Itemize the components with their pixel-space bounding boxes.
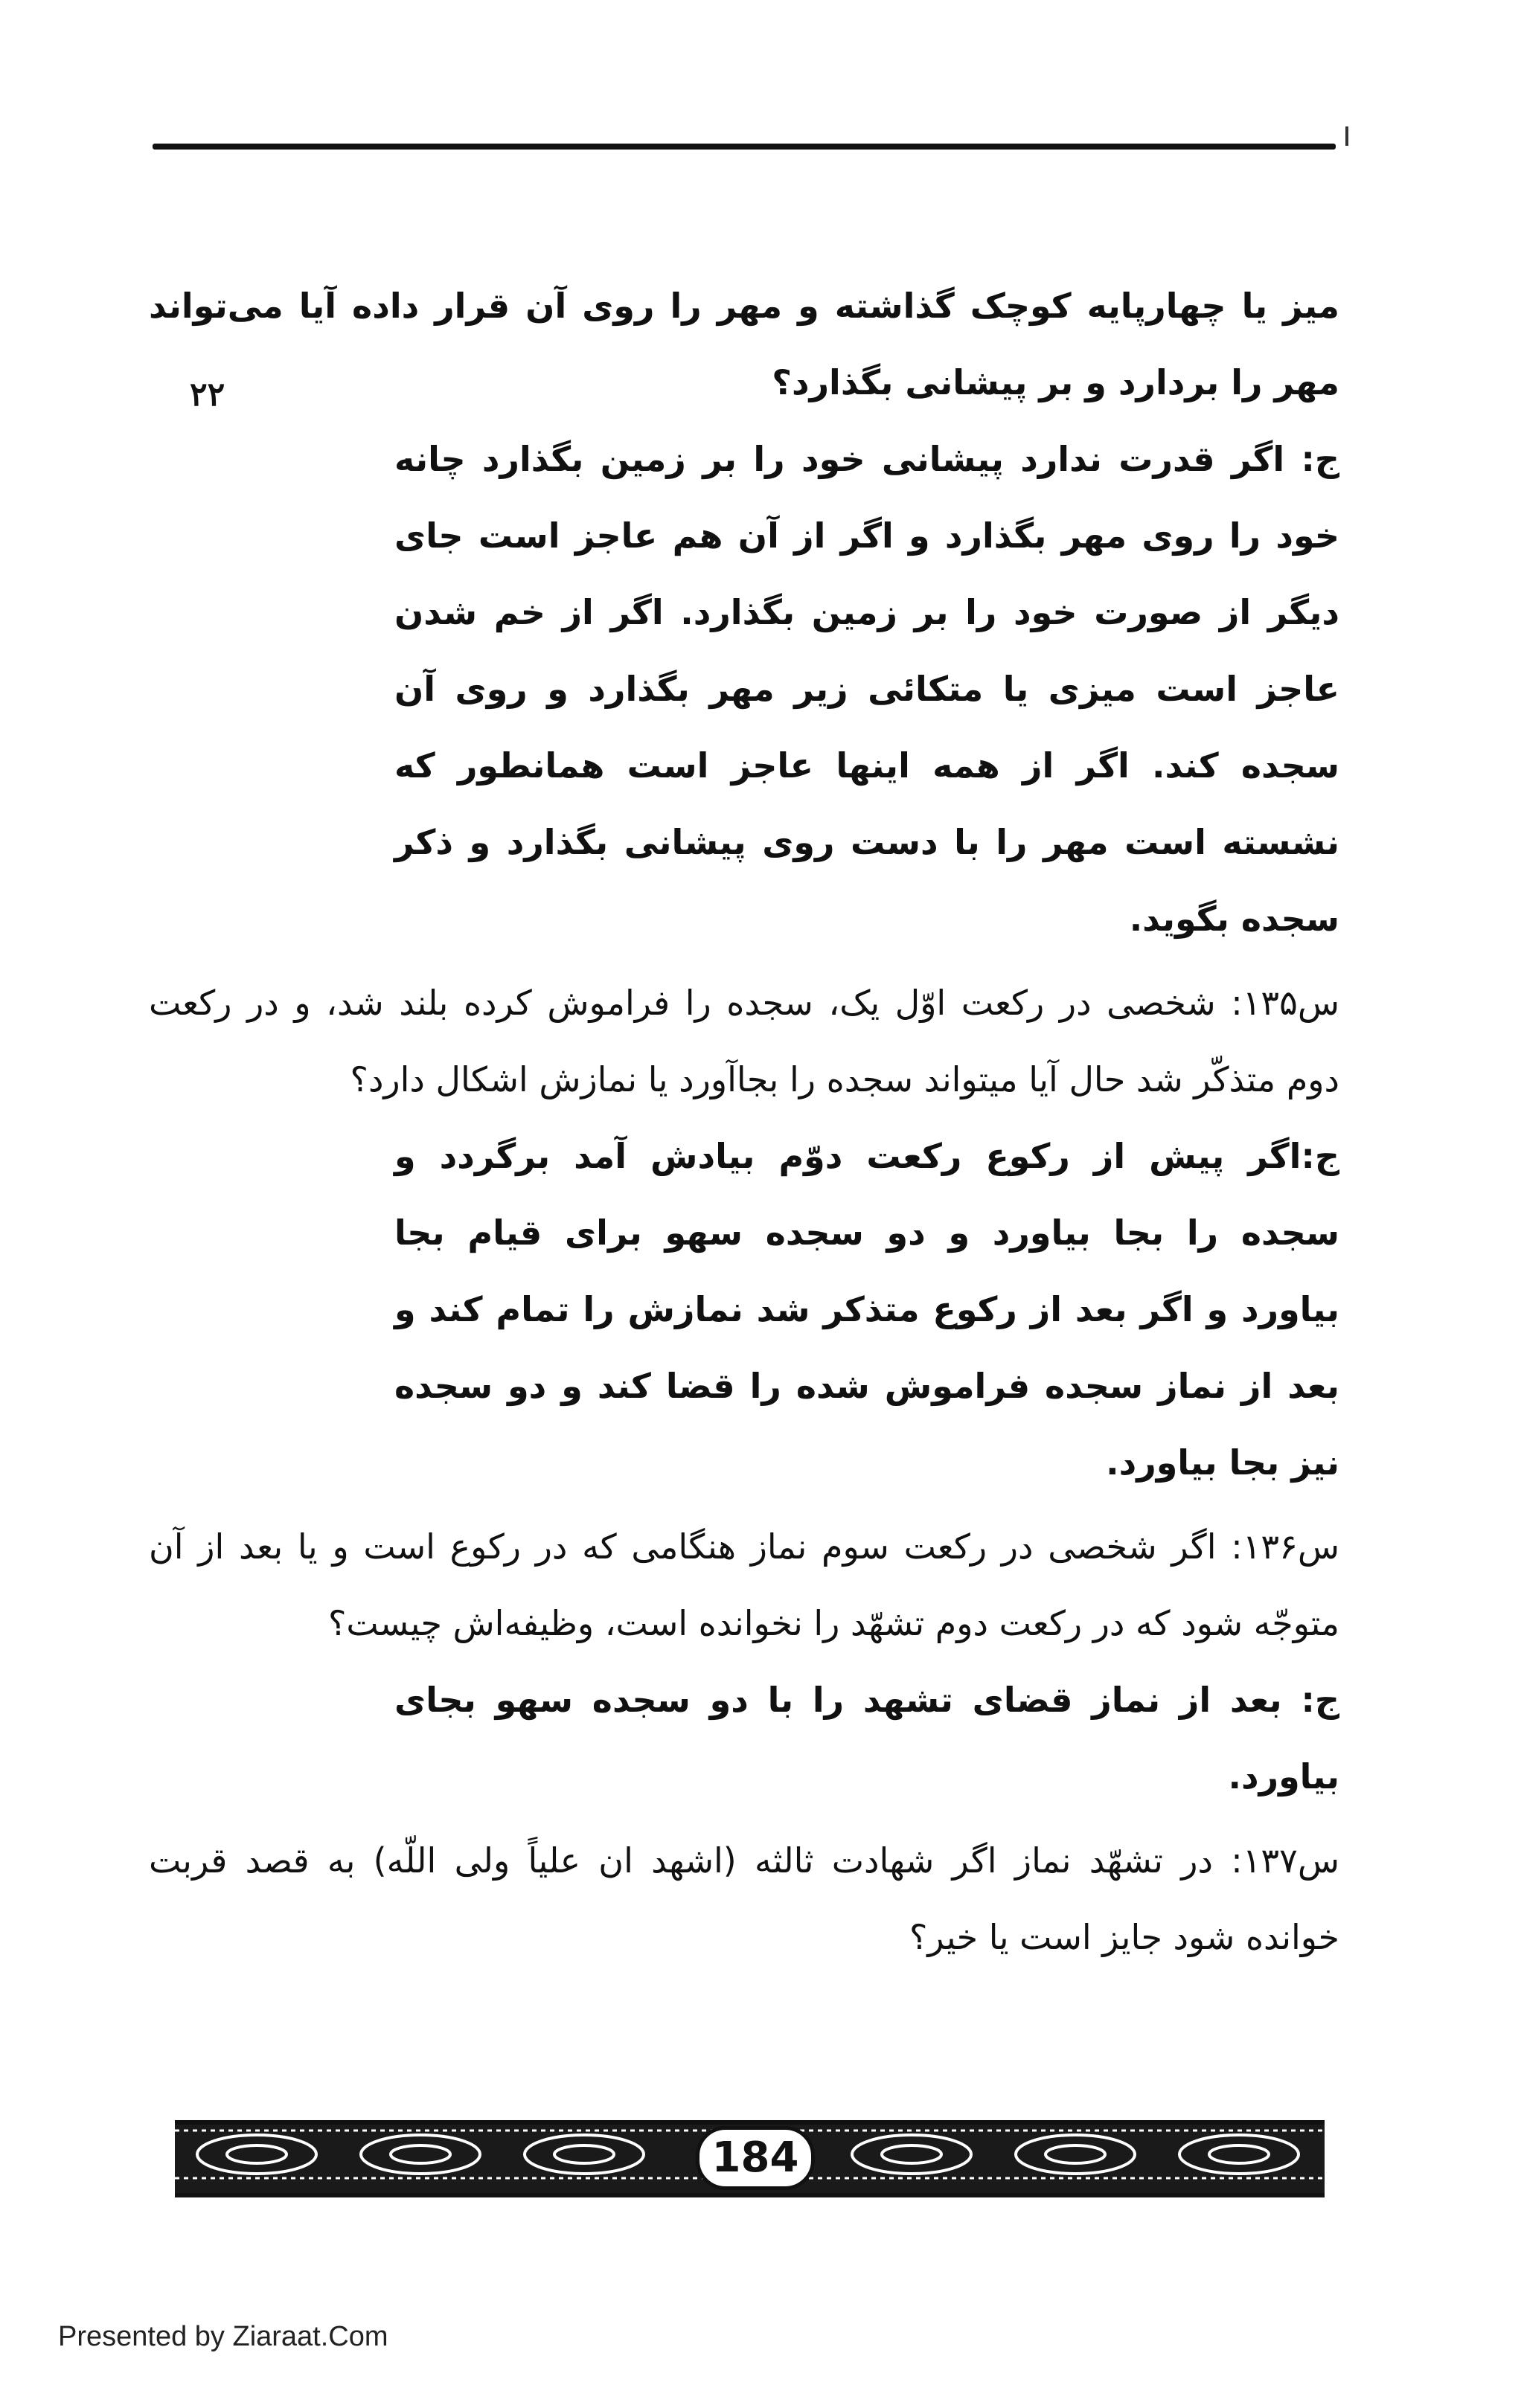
answer-134: ج: اگر قدرت ندارد پیشانی خود را بر زمین بگذارد چانه خود را روی مهر بگذارد و اگر از آن هم عاجز است جای دیگر از صورت خود را بر زمین بگذارد. اگر از خم شدن عاجز است میزی یا متکائی زیر مهر بگذارد و روی آن سجده کند. اگر از همه اینها عاجز است همانطور که نشسته است مهر را با دست روی پیشانی بگذارد و ذکر سجده بگوید. xyxy=(394,439,1339,939)
top-tick-mark xyxy=(1345,126,1348,146)
text-block xyxy=(149,268,1339,1976)
credit-text: Presented by Ziaraat.Com xyxy=(58,2321,388,2352)
margin-note: ۲۲ xyxy=(190,376,225,414)
answer-136: ج: بعد از نماز قضای تشهد را با دو سجده سهو بجای بیاورد. xyxy=(394,1680,1339,1797)
top-rule xyxy=(153,144,1336,150)
question-continuation: میز یا چهارپایه کوچک گذاشته و مهر را روی آن قرار داده آیا می‌تواند مهر را بردارد و بر پیشانی بگذارد؟ xyxy=(149,286,1339,402)
question-135: س۱۳۵: شخصی در رکعت اوّل یک، سجده را فراموش کرده بلند شد، و در رکعت دوم متذکّر شد حال آیا میتواند سجده را بجاآورد یا نمازش اشکال دارد؟ xyxy=(149,983,1339,1099)
answer-135: ج:اگر پیش از رکوع رکعت دوّم بیادش آمد برگردد و سجده را بجا بیاورد و دو سجده سهو برای قیام بجا بیاورد و اگر بعد از رکوع متذکر شد نمازش را تمام کند و بعد از نماز سجده فراموش شده را قضا کند و دو سجده نیز بجا بیاورد. xyxy=(394,1136,1339,1483)
question-136: س۱۳۶: اگر شخصی در رکعت سوم نماز هنگامی که در رکوع است و یا بعد از آن متوجّه شود که در رکعت دوم تشهّد را نخوانده است، وظیفه‌اش چیست؟ xyxy=(149,1526,1339,1643)
page-number: 184 xyxy=(696,2126,815,2190)
question-137: س۱۳۷: در تشهّد نماز اگر شهادت ثالثه (اشهد ان علیاً ولی اللّه) به قصد قربت خوانده شود جایز است یا خیر؟ xyxy=(149,1840,1339,1957)
